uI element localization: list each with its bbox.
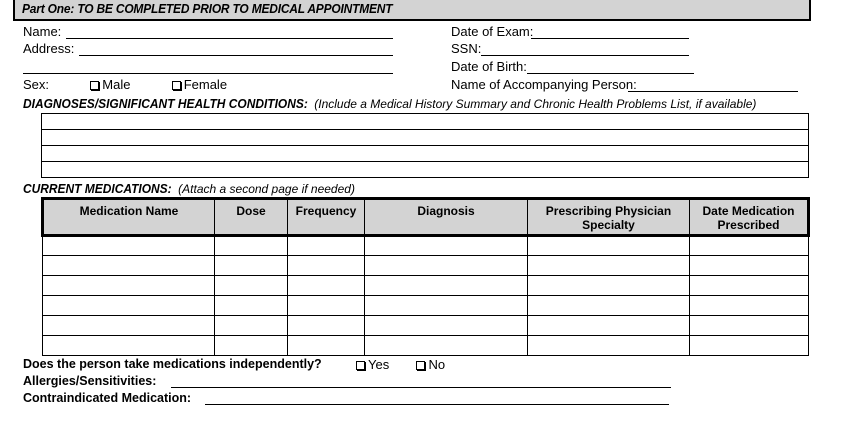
table-cell[interactable] (365, 336, 528, 356)
table-row (43, 316, 809, 336)
address-label: Address: (23, 41, 75, 56)
no-checkbox[interactable] (416, 361, 425, 370)
date-of-exam-label: Date of Exam: (451, 24, 534, 39)
table-row (43, 276, 809, 296)
table-cell[interactable] (690, 316, 809, 336)
sex-label: Sex: (23, 77, 50, 92)
medications-heading: CURRENT MEDICATIONS: (23, 181, 172, 196)
column-header-medication-name: Medication Name (43, 199, 215, 236)
independent-options (352, 357, 445, 372)
diagnoses-heading-row (23, 96, 756, 111)
male-checkbox[interactable] (90, 81, 99, 90)
table-cell[interactable] (215, 236, 288, 256)
address-field[interactable] (79, 55, 393, 56)
table-cell[interactable] (528, 236, 690, 256)
table-row (43, 256, 809, 276)
female-checkbox[interactable] (172, 81, 181, 90)
diagnoses-line (42, 161, 808, 162)
table-cell[interactable] (690, 336, 809, 356)
table-cell[interactable] (43, 296, 215, 316)
column-header-dose: Dose (215, 199, 288, 236)
name-field[interactable] (66, 38, 393, 39)
table-cell[interactable] (528, 296, 690, 316)
accompanying-person-label: Name of Accompanying Person: (451, 77, 637, 92)
table-cell[interactable] (528, 316, 690, 336)
table-cell[interactable] (43, 276, 215, 296)
medications-note: (Attach a second page if needed) (178, 182, 355, 196)
male-label: Male (102, 77, 131, 92)
table-cell[interactable] (288, 336, 365, 356)
name-label: Name: (23, 24, 62, 39)
ssn-field[interactable] (481, 55, 689, 56)
date-of-birth-label: Date of Birth: (451, 59, 527, 74)
table-cell[interactable] (288, 256, 365, 276)
table-cell[interactable] (365, 316, 528, 336)
table-cell[interactable] (690, 276, 809, 296)
part-one-title: Part One: TO BE COMPLETED PRIOR TO MEDICAL APPOINTMENT (22, 1, 393, 16)
independent-question: Does the person take medications independently? (23, 357, 322, 371)
table-cell[interactable] (215, 296, 288, 316)
table-row (43, 236, 809, 256)
address-field-line-2[interactable] (23, 73, 393, 74)
table-cell[interactable] (690, 236, 809, 256)
contraindicated-field[interactable] (205, 404, 669, 405)
table-cell[interactable] (43, 336, 215, 356)
date-of-birth-field[interactable] (527, 73, 694, 74)
table-cell[interactable] (215, 276, 288, 296)
allergies-label: Allergies/Sensitivities: (23, 374, 157, 388)
medications-table (41, 197, 810, 356)
diagnoses-line (42, 145, 808, 146)
accompanying-person-field[interactable] (628, 91, 798, 92)
table-cell[interactable] (288, 236, 365, 256)
yes-checkbox[interactable] (356, 361, 365, 370)
allergies-field[interactable] (171, 387, 671, 388)
ssn-label: SSN: (451, 41, 482, 56)
diagnoses-box[interactable] (41, 113, 809, 178)
table-cell[interactable] (215, 336, 288, 356)
date-of-exam-field[interactable] (531, 38, 689, 39)
part-one-header (13, 0, 811, 21)
contraindicated-label: Contraindicated Medication: (23, 391, 192, 405)
column-header-prescribing-physician-specialty: Prescribing Physician Specialty (528, 199, 690, 236)
table-cell[interactable] (215, 316, 288, 336)
table-cell[interactable] (528, 276, 690, 296)
column-header-diagnosis: Diagnosis (365, 199, 528, 236)
table-cell[interactable] (365, 296, 528, 316)
female-label: Female (183, 77, 228, 92)
table-cell[interactable] (288, 296, 365, 316)
table-row (43, 296, 809, 316)
table-cell[interactable] (43, 256, 215, 276)
column-header-frequency: Frequency (288, 199, 365, 236)
table-cell[interactable] (528, 256, 690, 276)
diagnoses-line (42, 129, 808, 130)
table-cell[interactable] (215, 256, 288, 276)
table-cell[interactable] (365, 256, 528, 276)
table-cell[interactable] (43, 236, 215, 256)
table-cell[interactable] (690, 256, 809, 276)
table-cell[interactable] (528, 336, 690, 356)
medications-heading-row (23, 181, 355, 196)
table-cell[interactable] (288, 316, 365, 336)
table-row (43, 336, 809, 356)
medications-header-row (43, 199, 809, 236)
diagnoses-note: (Include a Medical History Summary and Chronic Health Problems List, if available) (314, 97, 757, 111)
table-cell[interactable] (365, 236, 528, 256)
table-cell[interactable] (288, 276, 365, 296)
column-header-date-medication-prescribed: Date Medication Prescribed (690, 199, 809, 236)
yes-label: Yes (368, 357, 390, 372)
diagnoses-heading: DIAGNOSES/SIGNIFICANT HEALTH CONDITIONS: (23, 96, 308, 111)
table-cell[interactable] (43, 316, 215, 336)
table-cell[interactable] (365, 276, 528, 296)
sex-row (23, 77, 227, 92)
table-cell[interactable] (690, 296, 809, 316)
no-label: No (428, 357, 446, 372)
